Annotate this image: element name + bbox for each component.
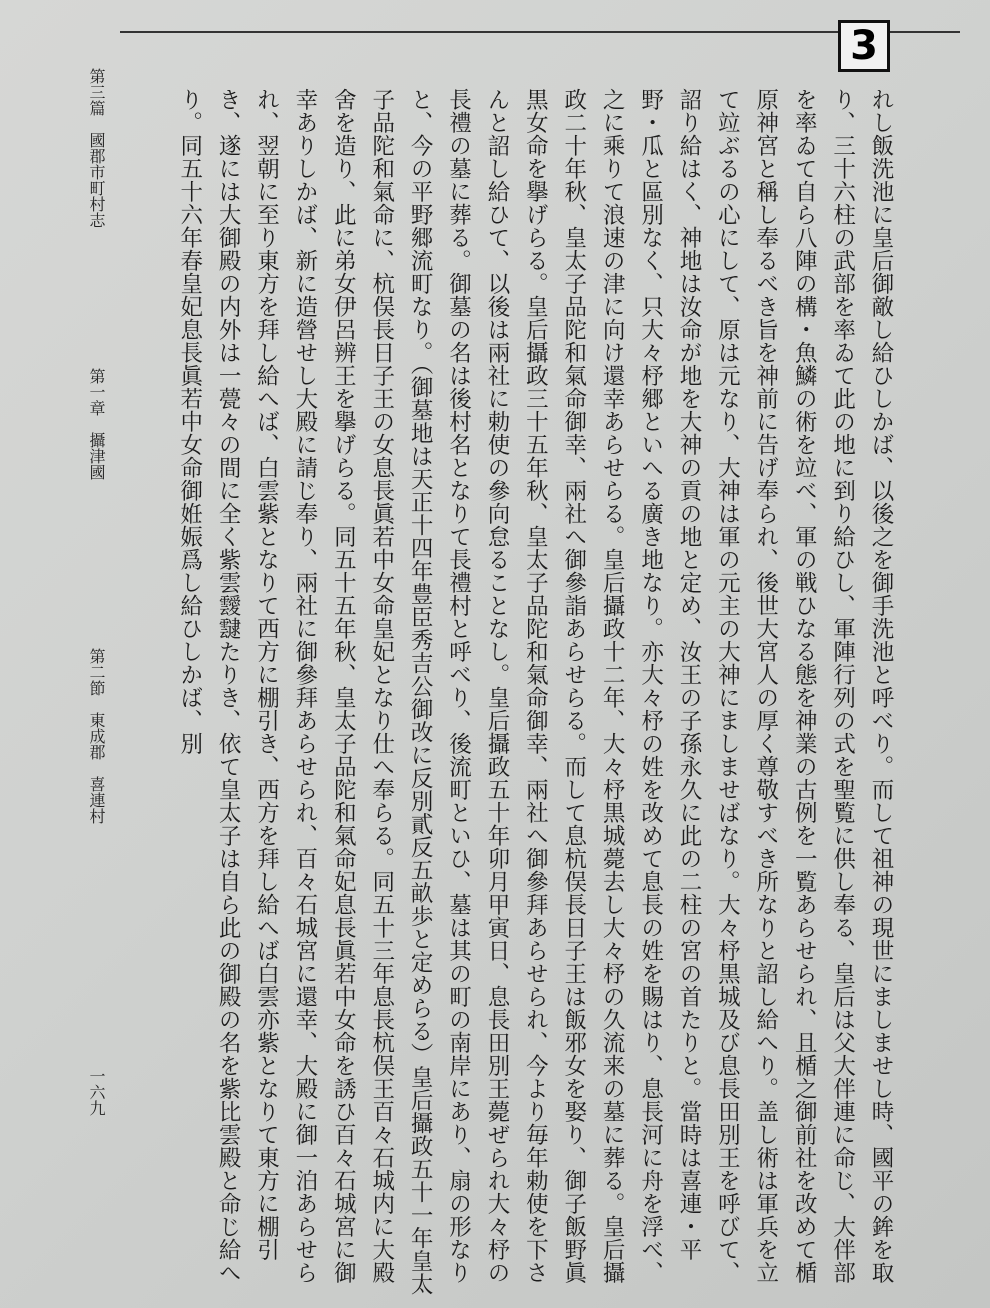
footer-chapter: 第一章 攝津國 — [87, 368, 106, 480]
page-marker-box — [838, 20, 890, 72]
page-marker: 3 — [850, 23, 878, 69]
top-rule — [120, 31, 960, 33]
body-text: れし飯洗池に皇后御敵し給ひしかば、以後之を御手洗池と呼べり。而して祖神の現世にましませし時、國平の鉾を取り、三十六柱の武部を率ゐて此の地に到り給ひし、軍陣行列の式を聖覧に供し奉る、皇后は父大伴連に命じ、大伴部を率ゐて自ら八陣の構・魚鱗の術を竝べ、軍の戦ひなる態を神業の古例を一覧あらせられ、且楯之御前社を改めて楯原神宮と稱し奉るべき旨を神前に告げ奉られ、後世大宮人の厚く尊敬すべき所なりと詔し給へり。盖し術は軍兵を立て竝ぶるの心にして、原は元なり、大神は軍の元主の大神にましませばなり。大々杼黒城及び息長田別王を呼びて、詔り給はく、神地は汝命が地を大神の貢の地と定め、汝王の子孫永久に此の二柱の宮の首たりと。當時は喜連・平野・瓜と區別なく、只大々杼郷といへる廣き地なり。亦大々杼の姓を改めて息長の姓を賜はり、息長河に舟を浮べ、之に乘りて浪速の津に向け還幸あらせらる。皇后攝政十二年、大々杼黒城薨去し大々杼の久流来の墓に葬る。皇后攝政二十年秋、皇太子品陀和氣命御幸、兩社へ御參詣あらせらる。而して息杭俣長日子王は飯邪女を娶り、御子飯野眞黒女命を擧げらる。皇后攝政三十五年秋、皇太子品陀和氣命御幸、兩社へ御參拜あらせられ、今より毎年勅使を下さんと詔し給ひて、以後は兩社に勅使の參向怠ることなし。皇后攝政五十年卯月甲寅日、息長田別王薨ぜられ大々杼の長禮の墓に葬る。御墓の名は後村名となりて長禮村と呼べり、後流町といひ、墓は其の町の南岸にあり、扇の形なりと、今の平野郷流町なり。（御墓地は天正十四年豊臣秀吉公御改に反別貳反五畝歩と定めらる）皇后攝政五十一年皇太子品陀和氣命に、杭俣長日子王の女息長眞若中女命皇妃となり仕へ奉らる。同五十三年息長杭俣王百々石城内に大殿舍を造り、此に弟女伊呂辨王を擧げらる。同五十五年秋、皇太子品陀和氣命妃息長眞若中女命を誘ひ百々石城宮に御幸ありしかば、新に造營せし大殿に請じ奉り、兩社に御參拜あらせられ、百々石城宮に還幸、大殿に御一泊あらせられ、翌朝に至り東方を拜し給へば、白雲紫となりて西方に棚引き、西方を拜し給へば白雲亦紫となりて東方に棚引き、遂には大御殿の内外は一甍々の間に全く紫雲靉靆たりき、依て皇太子は自ら此の御殿の名を紫比雲殿と命じ給へり。同五十六年春皇妃息長眞若中女命御姙娠爲し給ひしかば、別 — [176, 88, 894, 1296]
footer-section: 第二節 東成郡 喜連村 — [87, 648, 106, 824]
running-footer — [78, 68, 108, 1248]
footer-title: 第三篇 國郡市町村志 — [87, 68, 106, 228]
footer-folio: 一六九 — [87, 1068, 106, 1116]
